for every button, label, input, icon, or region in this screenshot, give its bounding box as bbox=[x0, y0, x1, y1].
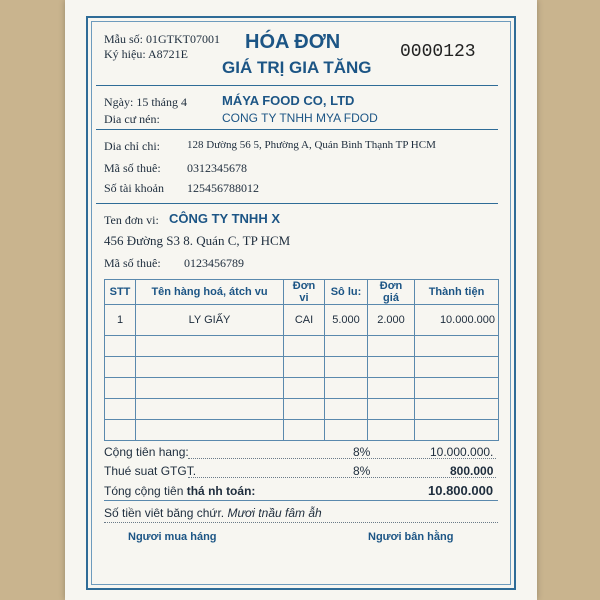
subtotal-value: 10.000.000. bbox=[430, 445, 494, 459]
divider bbox=[96, 129, 498, 130]
buyer-name: CÔNG TY TNHH X bbox=[169, 211, 280, 226]
empty-row bbox=[105, 378, 499, 399]
col-price: Đơn giá bbox=[368, 280, 415, 305]
empty-row bbox=[105, 357, 499, 378]
buyer-tax-label: Mã số thuê: bbox=[104, 256, 161, 270]
address-value: 128 Dường 56 5, Phường A, Quán Bình Thạnh TP HCM bbox=[187, 139, 436, 151]
buyer-address: 456 Đường S3 8. Quán C, TP HCM bbox=[104, 233, 291, 248]
subtotal-rate: 8% bbox=[353, 445, 371, 459]
row-unit: CAI bbox=[284, 305, 325, 336]
vat-rate: 8% bbox=[353, 464, 371, 478]
vat-label: Thué suat GTGT. bbox=[104, 464, 197, 478]
col-qty: Sô lu: bbox=[325, 280, 368, 305]
tax-value: 0312345678 bbox=[187, 161, 247, 175]
amount-in-words: Số tiền viêt băng chứr. Mươi tnầu fâm ẫh bbox=[104, 506, 322, 520]
buyer-tax-value: 0123456789 bbox=[184, 256, 244, 270]
vat-value: 800.000 bbox=[450, 464, 494, 478]
invoice-date: Ngày: 15 tháng 4 bbox=[104, 95, 187, 109]
col-amount: Thành tiện bbox=[415, 280, 499, 305]
row-price: 2.000 bbox=[368, 305, 415, 336]
title-line1: HÓA ĐƠN bbox=[245, 31, 341, 53]
divider bbox=[104, 500, 498, 501]
empty-row bbox=[105, 399, 499, 420]
total-value: 10.800.000 bbox=[428, 483, 494, 498]
col-item-name: Tên hàng hoá, átch vu bbox=[136, 280, 284, 305]
form-number: Mẫu số: 01GTKT07001 bbox=[104, 32, 220, 46]
empty-row bbox=[105, 420, 499, 441]
table-row bbox=[105, 305, 499, 336]
divider bbox=[96, 85, 498, 86]
subtotal-label: Cộng tiên hang: bbox=[104, 445, 189, 459]
seller-label: Dia cư nén: bbox=[104, 112, 160, 126]
symbol: Ký hiệu: A8721E bbox=[104, 47, 189, 61]
table-header-row bbox=[105, 280, 499, 305]
col-stt: STT bbox=[105, 280, 136, 305]
seller-name-vn: CONG TY TNHH MYA FDOD bbox=[222, 111, 378, 125]
col-unit: Đơn vi bbox=[284, 280, 325, 305]
invoice-number: 0000123 bbox=[400, 42, 476, 62]
buyer-label: Ten đơn vi: bbox=[104, 213, 159, 227]
dotted-line bbox=[104, 522, 498, 523]
tax-label: Mã số thuê: bbox=[104, 161, 161, 175]
dotted-line bbox=[188, 477, 496, 478]
account-label: Số tài khoản bbox=[104, 181, 164, 195]
divider bbox=[96, 203, 498, 204]
account-value: 125456788012 bbox=[187, 181, 259, 195]
seller-signature-label: Ngươi bân hằng bbox=[368, 531, 454, 543]
address-label: Dia chỉ chi: bbox=[104, 139, 160, 153]
items-table bbox=[104, 279, 499, 441]
total-label: Tóng cộng tiên thá nh toán: bbox=[104, 484, 256, 498]
buyer-signature-label: Ngươi mua háng bbox=[128, 531, 217, 543]
row-amount: 10.000.000 bbox=[415, 305, 499, 336]
row-stt: 1 bbox=[105, 305, 136, 336]
row-qty: 5.000 bbox=[325, 305, 368, 336]
empty-row bbox=[105, 336, 499, 357]
seller-name-en: MÁYA FOOD CO, LTD bbox=[222, 93, 355, 108]
dotted-line bbox=[188, 458, 496, 459]
title-line2: GIÁ TRỊ GIA TĂNG bbox=[222, 58, 372, 77]
row-item-name: LY GIẤY bbox=[136, 305, 284, 336]
